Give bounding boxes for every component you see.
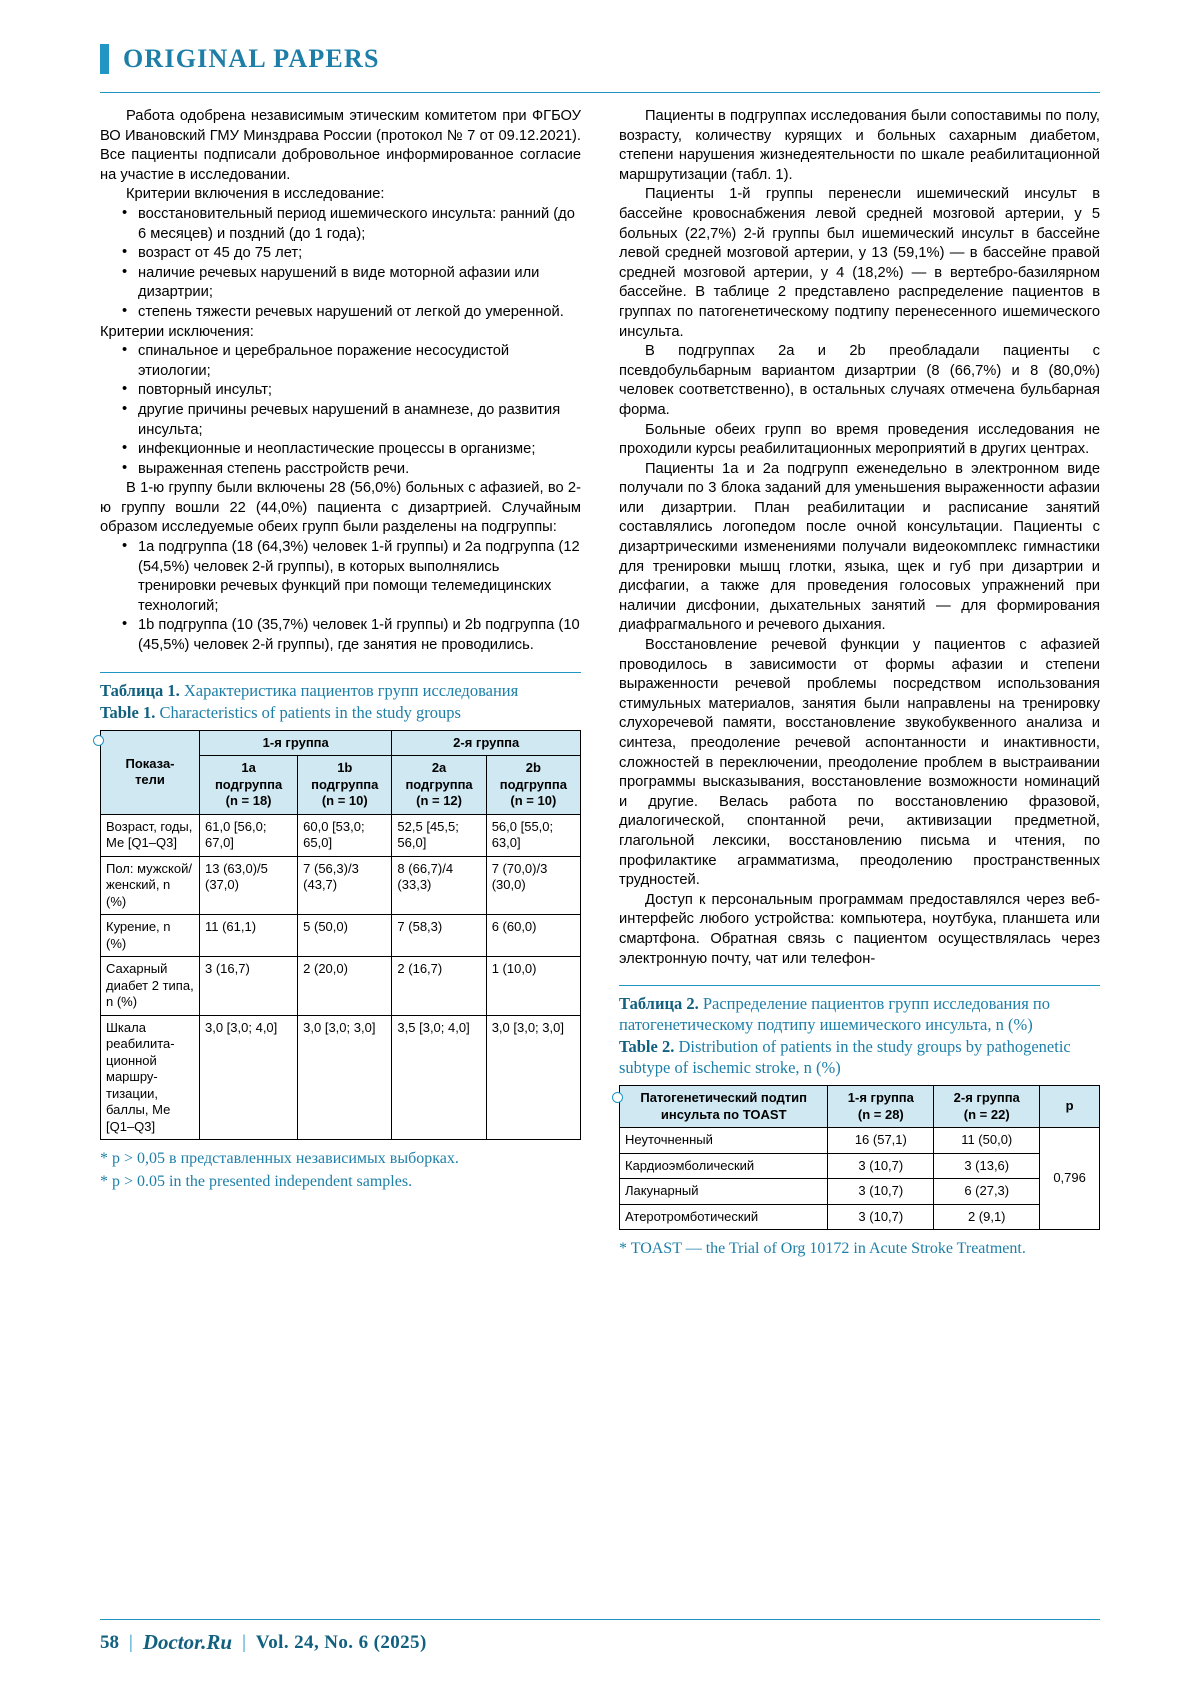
row-label: Сахарный диабет 2 типа, n (%) (101, 957, 200, 1016)
paragraph-stroke-territory: Пациенты 1-й группы перенесли ишемический инсульт в бассейне кровоснабжения левой средней мозговой артерии, у 5 больных (22,7%) 2-й группы был ишемический инсульт в бассейне левой средней мозговой артерии, у 13 (59,1%) — в бассейне правой средней мозговой артерии, у 4 (18,2%) — в вертебро-базилярном бассейне. В таблице 2 представлено распределение пациентов в группах по патогенетическому подтипу перенесенного ишемического инсульта. (619, 186, 1100, 340)
table-1-footnote-ru: * p > 0,05 в представленных независимых выборках. (100, 1150, 459, 1168)
cell: 5 (50,0) (298, 915, 392, 957)
row-label: Лакунарный (620, 1179, 828, 1205)
list-item: • выраженная степень расстройств речи. (122, 460, 581, 480)
table-1-footnote-en: * p > 0.05 in the presented independent samples. (100, 1173, 413, 1191)
table-1-caption-en (100, 702, 581, 723)
paragraph-telemedicine-tasks: Пациенты 1а и 2а подгрупп еженедельно в электронном виде получали по 3 блока заданий для уменьшения выраженности афазии или дизартрии. План реабилитации и расписание занятий составлялись логопедом после очной консультации. Пациенты с дизартрическими изменениями получали видеокомплекс гимнастики для тренировки мышц глотки, языка, щек и губ при дизартрии и дисфагии, а также для проведения голосовых упражнений при наличии дисфонии, дыхательных занятий — для формирования диафрагмального и речевого дыхания. (619, 460, 1100, 634)
cell: 3 (16,7) (200, 957, 298, 1016)
cell: 3,5 [3,0; 4,0] (392, 1015, 486, 1140)
paragraph-web-access: Доступ к персональным программам предоставлялся через веб-интерфейс любого устройства: компьютера, ноутбука, планшета или смартфона. Обратная связь с пациентом осуществлялась через электронную почту, чат или телефон- (619, 891, 1100, 967)
table-1-head (101, 730, 581, 814)
table-row (101, 814, 581, 856)
th-subgroup-2b: 2b подгруппа (n = 10) (486, 756, 580, 815)
cell: 8 (66,7)/4 (33,3) (392, 856, 486, 915)
list-item: • инфекционные и неопластические процессы в организме; (122, 440, 581, 460)
cell: 13 (63,0)/5 (37,0) (200, 856, 298, 915)
caption-dot-marker (93, 735, 104, 746)
cell: 56,0 [55,0; 63,0] (486, 814, 580, 856)
paragraph-no-other-rehab: Больные обеих групп во время проведения исследования не проходили курсы реабилитационных мероприятий в других центрах. (619, 421, 1100, 458)
table-row (101, 957, 581, 1016)
row-label: Возраст, годы, Ме [Q1–Q3] (101, 814, 200, 856)
list-item: • 1а подгруппа (18 (64,3%) человек 1-й группы) и 2а подгруппа (12 (54,5%) человек 2-й группы), в которых выполнялись тренировки речевых функций при помощи телемедицинских технологий; (122, 538, 581, 616)
cell: 2 (16,7) (392, 957, 486, 1016)
paragraph-aphasia-recovery: Восстановление речевой функции у пациентов с афазией проводилось в зависимости от формы афазии и степени выраженности речевой проблемы посредством использования стимульных материалов, занятия были направлены на тренировку слухоречевой памяти, восстановление звукобуквенного анализа и синтеза, преодоление речевой аспонтанности и инактивности, сложностей в переключении, преодоление проблем в выстраивании программы высказывания, восстановление возможности номинаций и другие. Велась работа по восстановлению фразовой, диалогической, спонтанной речи, активизации предметной, глагольной лексики, восстановлению письма и чтения, по профилактике аграмматизма, преодолению пространственных трудностей. (619, 637, 1100, 889)
cell: 3,0 [3,0; 3,0] (298, 1015, 392, 1140)
paragraph-comparability: Пациенты в подгруппах исследования были сопоставимы по полу, возрасту, количеству курящих и больных сахарным диабетом, степени нарушения жизнедеятельности по шкале реабилитационной маршрутизации (табл. 1). (619, 108, 1100, 183)
page-footer (100, 1619, 1100, 1655)
cell: 7 (56,3)/3 (43,7) (298, 856, 392, 915)
th-subgroup-2a: 2a подгруппа (n = 12) (392, 756, 486, 815)
table-1-body (101, 814, 581, 1140)
row-label: Атеротромботический (620, 1204, 828, 1230)
cell: 2 (9,1) (934, 1204, 1040, 1230)
right-column (619, 107, 1100, 1259)
table-1-caption-ru (100, 680, 581, 701)
two-column-body (100, 107, 1100, 1259)
table-1-caption-en-lead: Table 1. (100, 702, 156, 722)
row-label: Курение, n (%) (101, 915, 200, 957)
header-accent-bar (100, 44, 109, 74)
issue-label: Vol. 24, No. 6 (2025) (255, 1631, 427, 1653)
subgroup-list (100, 538, 581, 656)
table-row (101, 856, 581, 915)
cell: 7 (58,3) (392, 915, 486, 957)
page-title: ORIGINAL PAPERS (123, 44, 380, 73)
cell: 3,0 [3,0; 3,0] (486, 1015, 580, 1140)
cell: 3 (10,7) (828, 1204, 934, 1230)
cell: 3 (10,7) (828, 1179, 934, 1205)
table-2-caption-ru-lead: Таблица 2. (619, 994, 699, 1014)
list-item: • спинальное и церебральное поражение несосудистой этиологии; (122, 342, 581, 381)
table-row (620, 1086, 1100, 1128)
table-row (620, 1179, 1100, 1205)
table-row (620, 1204, 1100, 1230)
table-2-body (620, 1128, 1100, 1230)
th-group-2: 2-я группа (n = 22) (934, 1086, 1040, 1128)
table-1-caption-ru-text: Характеристика пациентов групп исследования (179, 680, 519, 700)
table-1-block (100, 672, 581, 1193)
footer-separator: | (242, 1631, 246, 1653)
journal-brand: Doctor.Ru (142, 1630, 233, 1654)
cell-p-value: 0,796 (1040, 1128, 1100, 1230)
cell: 6 (60,0) (486, 915, 580, 957)
table-2-head (620, 1086, 1100, 1128)
table-1 (100, 730, 581, 1141)
list-item: • другие причины речевых нарушений в анамнезе, до развития инсульта; (122, 401, 581, 440)
table-row (620, 1153, 1100, 1179)
paragraph-ethics: Работа одобрена независимым этическим комитетом при ФГБОУ ВО Ивановский ГМУ Минздрава России (протокол № 7 от 09.12.2021). Все пациенты подписали добровольное информированное согласие на участие в исследовании. (100, 108, 581, 183)
th-subgroup-1a: 1a подгруппа (n = 18) (200, 756, 298, 815)
list-item: • степень тяжести речевых нарушений от легкой до умеренной. (122, 303, 581, 323)
cell: 6 (27,3) (934, 1179, 1040, 1205)
cell: 52,5 [45,5; 56,0] (392, 814, 486, 856)
th-group-1: 1-я группа (n = 28) (828, 1086, 934, 1128)
cell: 3 (13,6) (934, 1153, 1040, 1179)
table-row (620, 1128, 1100, 1154)
list-item: • восстановительный период ишемического инсульта: ранний (до 6 месяцев) и поздний (до 1 года); (122, 205, 581, 244)
table-2-footnote: * TOAST — the Trial of Org 10172 in Acute Stroke Treatment. (619, 1240, 1026, 1258)
left-column (100, 107, 581, 1259)
list-item: • наличие речевых нарушений в виде моторной афазии или дизартрии; (122, 264, 581, 303)
cell: 11 (50,0) (934, 1128, 1040, 1154)
table-2-caption-en (619, 1036, 1100, 1078)
th-group-1: 1-я группа (200, 730, 392, 756)
cell: 60,0 [53,0; 65,0] (298, 814, 392, 856)
list-item: • 1b подгруппа (10 (35,7%) человек 1-й группы) и 2b подгруппа (10 (45,5%) человек 2-й группы), где занятия не проводились. (122, 616, 581, 655)
th-stroke-subtype: Патогенетический подтип инсульта по TOAST (620, 1086, 828, 1128)
footer-separator: | (129, 1631, 133, 1653)
table-2-caption-en-text: Distribution of patients in the study groups by pathogenetic subtype of ischemic stroke, n (%) (619, 1037, 1071, 1078)
table-2-caption-en-lead: Table 2. (619, 1037, 675, 1057)
cell: 3,0 [3,0; 4,0] (200, 1015, 298, 1140)
exclusion-criteria-list (100, 342, 581, 479)
inclusion-criteria-label: Критерии включения в исследование: (126, 186, 385, 203)
table-2-caption-ru (619, 993, 1100, 1035)
page-header (100, 44, 1100, 82)
cell: 16 (57,1) (828, 1128, 934, 1154)
page-number: 58 (100, 1631, 119, 1653)
table-1-caption-ru-lead: Таблица 1. (100, 680, 180, 700)
th-indicator: Показа- тели (101, 730, 200, 814)
row-label: Шкала реабилита-ционной маршру-тизации, баллы, Ме [Q1–Q3] (101, 1015, 200, 1140)
cell: 11 (61,1) (200, 915, 298, 957)
paragraph-dysarthria-forms: В подгруппах 2а и 2b преобладали пациенты с псевдобульбарным вариантом дизартрии (8 (66,7%) и 8 (80,0%) человек соответственно), в остальных случаях отмечена бульбарная форма. (619, 343, 1100, 418)
row-label: Неуточненный (620, 1128, 828, 1154)
th-group-2: 2-я группа (392, 730, 581, 756)
inclusion-criteria-list (100, 205, 581, 323)
cell: 61,0 [56,0; 67,0] (200, 814, 298, 856)
th-subgroup-1b: 1b подгруппа (n = 10) (298, 756, 392, 815)
row-label: Кардиоэмболический (620, 1153, 828, 1179)
list-item: • возраст от 45 до 75 лет; (122, 244, 581, 264)
table-row (101, 730, 581, 756)
table-2-block (619, 985, 1100, 1259)
cell: 2 (20,0) (298, 957, 392, 1016)
cell: 7 (70,0)/3 (30,0) (486, 856, 580, 915)
row-label: Пол: мужской/ женский, n (%) (101, 856, 200, 915)
list-item: • повторный инсульт; (122, 381, 581, 401)
table-2 (619, 1085, 1100, 1230)
table-2-caption-ru-text: Распределение пациентов групп исследования по патогенетическому подтипу ишемического инсульта, n (%) (619, 994, 1051, 1035)
header-divider (100, 92, 1100, 93)
table-row (101, 915, 581, 957)
table-1-caption-en-text: Characteristics of patients in the study groups (155, 702, 461, 722)
cell: 3 (10,7) (828, 1153, 934, 1179)
paragraph-groups: В 1-ю группу были включены 28 (56,0%) больных с афазией, во 2-ю группу вошли 22 (44,0%) пациента с дизартрией. Случайным образом исследуемые обеих групп были разделены на подгруппы: (100, 480, 581, 536)
th-p-value: p (1040, 1086, 1100, 1128)
table-row (101, 1015, 581, 1140)
exclusion-criteria-label: Критерии исключения: (100, 323, 254, 340)
cell: 1 (10,0) (486, 957, 580, 1016)
